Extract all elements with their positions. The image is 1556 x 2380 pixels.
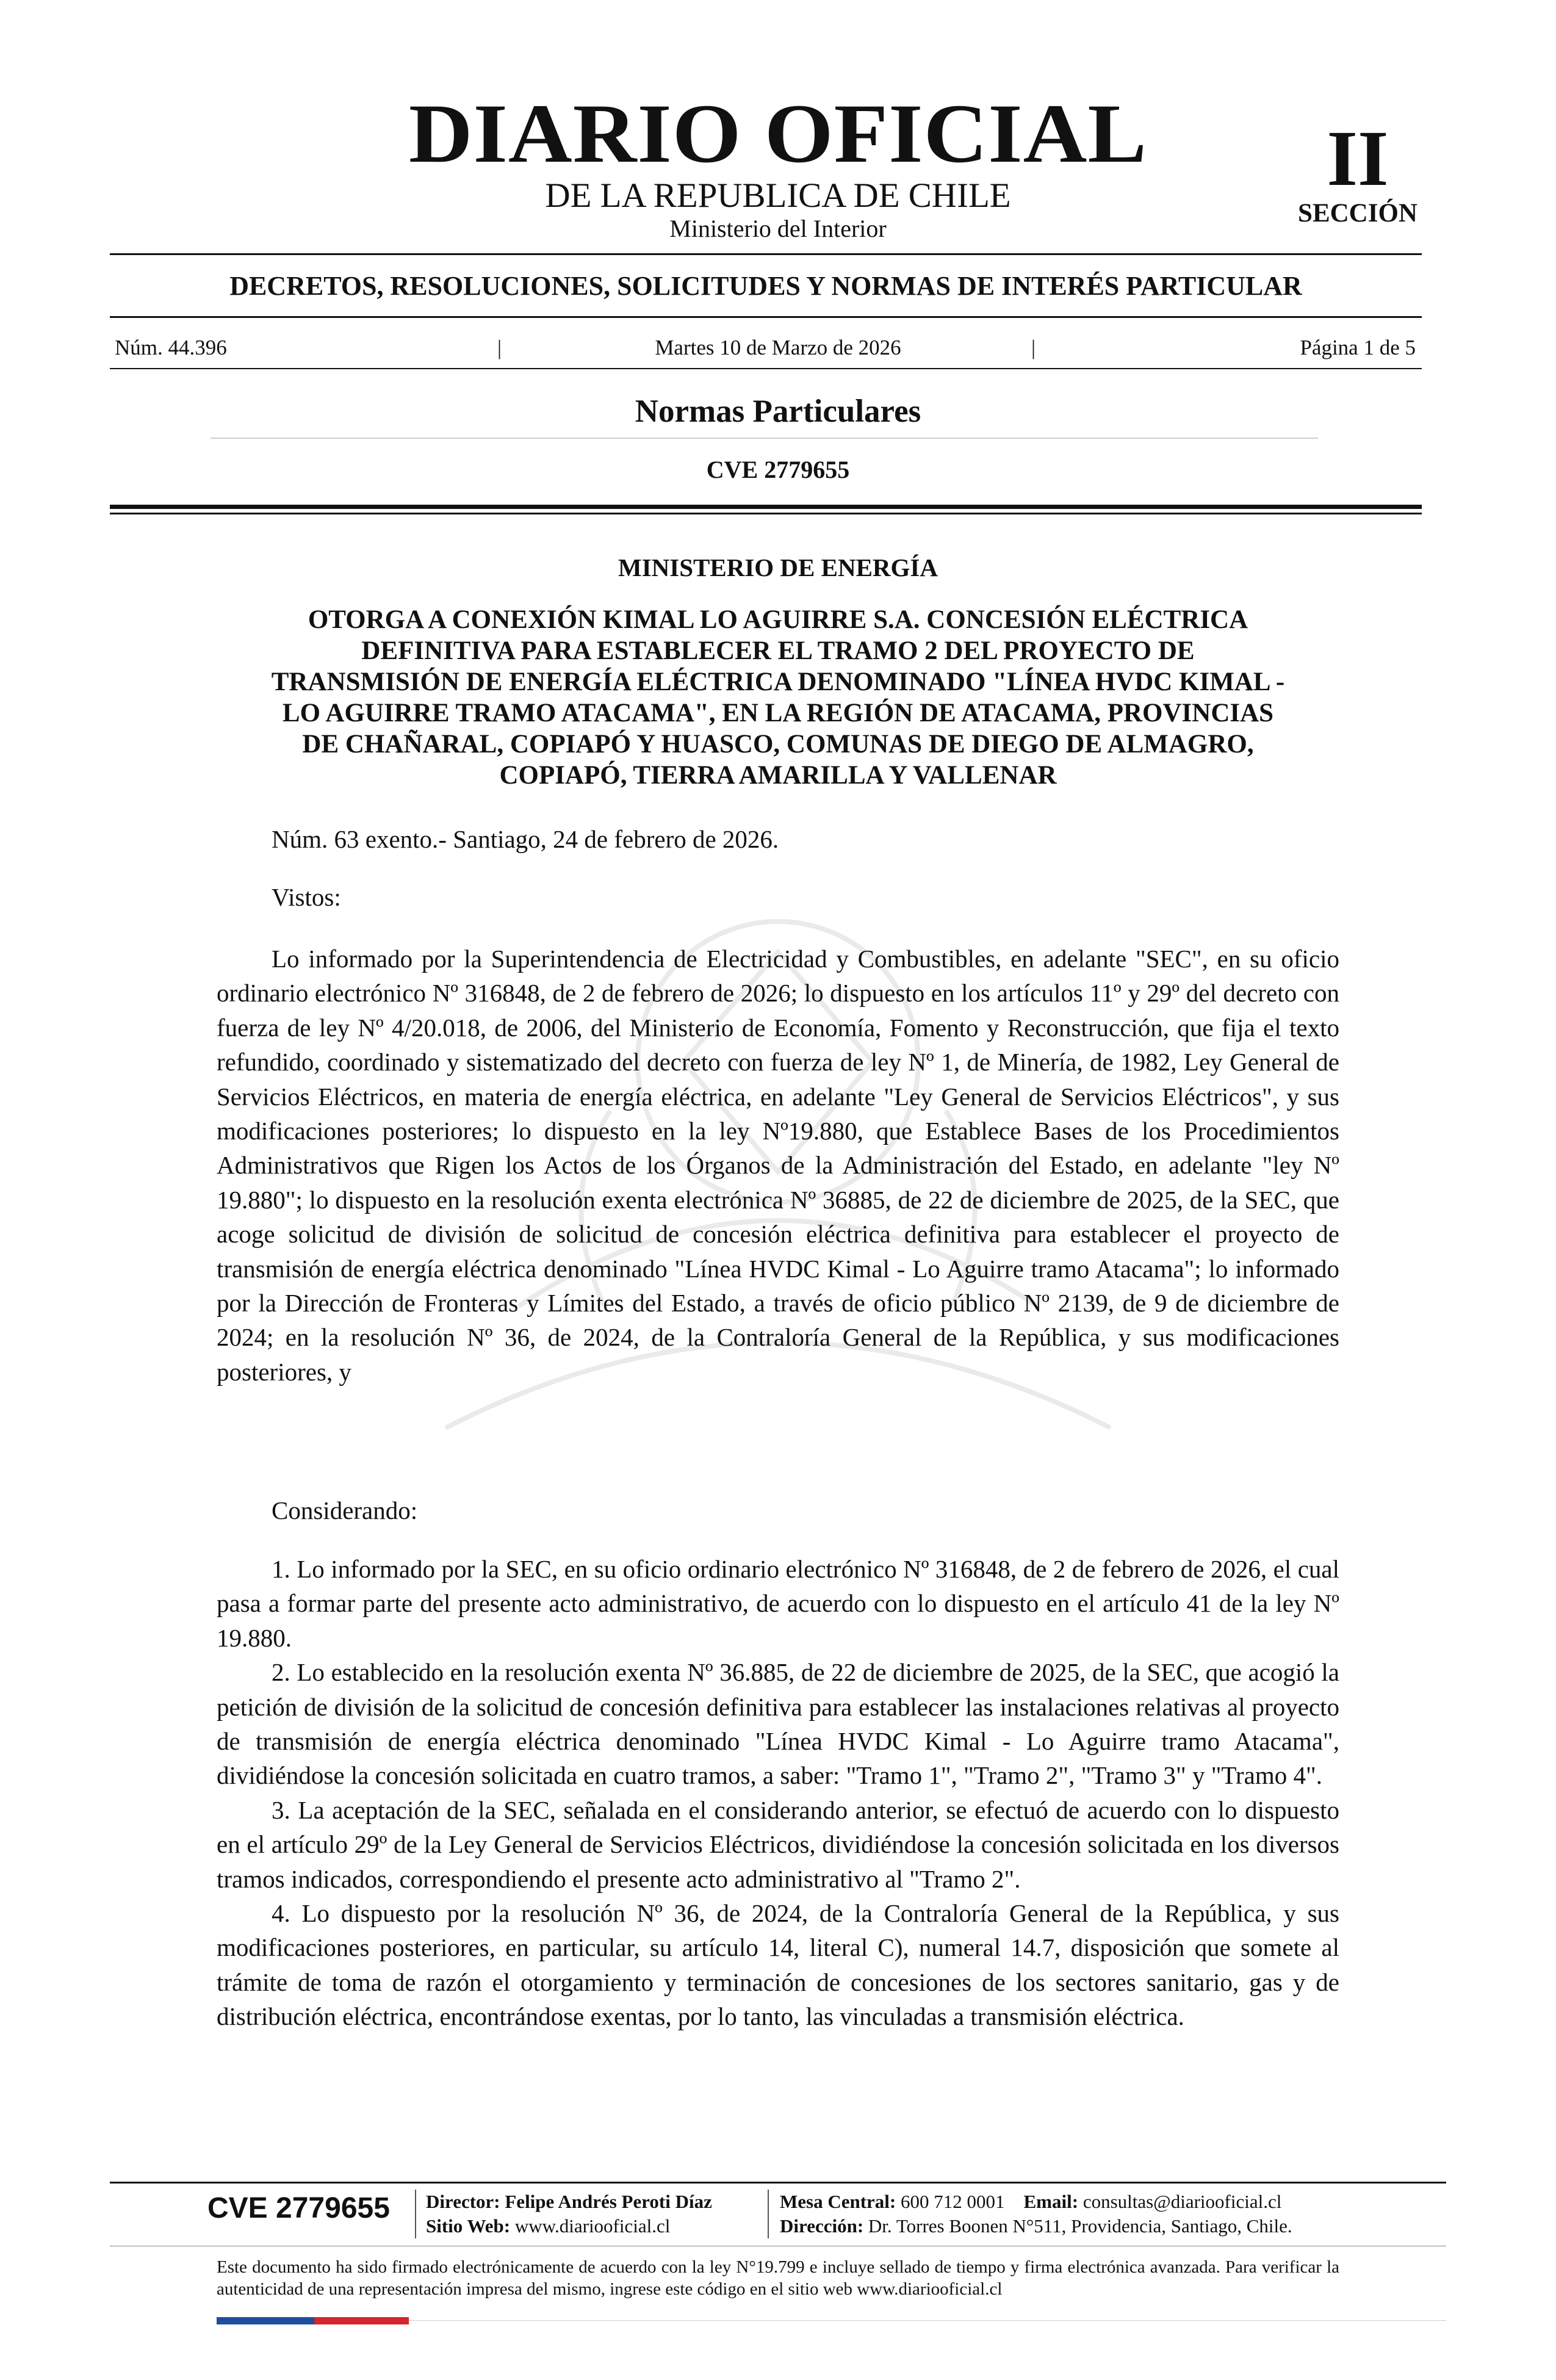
issue-separator-right: | bbox=[1031, 336, 1036, 359]
section-band-title: DECRETOS, RESOLUCIONES, SOLICITUDES Y NORMAS DE INTERÉS PARTICULAR bbox=[229, 271, 1302, 301]
decree-title-line: DEFINITIVA PARA ESTABLECER EL TRAMO 2 DEL PROYECTO DE bbox=[361, 636, 1195, 665]
flag-stripe-line bbox=[409, 2320, 1446, 2321]
site-label: Sitio Web: bbox=[426, 2215, 511, 2237]
vistos-text: Lo informado por la Superintendencia de Electricidad y Combustibles, en adelante "SEC", en su oficio ordinario electrónico Nº 316848, de 2 de febrero de 2026; lo dispuesto en los artículos 11º y 29º del decreto con fuerza de ley Nº 4/20.018, de 2006, del Ministerio de Economía, Fomento y Reconstrucción, que fija el texto refundido, coordinado y sistematizado del decreto con fuerza de ley Nº 1, de Minería, de 1982, Ley General de Servicios Eléctricos, en materia de energía eléctrica, en adelante "Ley General de Servicios Eléctricos", y sus modificaciones posteriores; lo dispuesto en la ley Nº19.880, que Establece Bases de los Procedimientos Administrativos que Rigen los Actos de los Órganos de la Administración del Estado, en adelante "ley Nº 19.880"; lo dispuesto en la resolución exenta electrónica Nº 36885, de 22 de diciembre de 2025, de la SEC, que acoge solicitud de división de solicitud de concesión eléctrica definitiva para establecer el proyecto de transmisión de energía eléctrica denominado "Línea HVDC Kimal - Lo Aguirre tramo Atacama"; lo informado por la Dirección de Fronteras y Límites del Estado, a través de oficio público Nº 2139, de 9 de diciembre de 2024; en la resolución Nº 36, de 2024, de la Contraloría General de la República, y sus modificaciones posteriores, y bbox=[217, 945, 1339, 1386]
cve-code: CVE 2779655 bbox=[706, 456, 850, 483]
decree-title-line: DE CHAÑARAL, COPIAPÓ Y HUASCO, COMUNAS DE DIEGO DE ALMAGRO, bbox=[302, 730, 1254, 759]
flag-stripe-blue bbox=[217, 2317, 314, 2324]
considerando-item: 2. Lo establecido en la resolución exenta Nº 36.885, de 22 de diciembre de 2025, de la SEC, que acogió la petición de división de la solicitud de concesión definitiva para establecer las instalaciones relativas al proyecto de transmisión de energía eléctrica denominado "Línea HVDC Kimal - Lo Aguirre tramo Atacama", dividiéndose la concesión solicitada en cuatro tramos, a saber: "Tramo 1", "Tramo 2", "Tramo 3" y "Tramo 4". bbox=[217, 1658, 1339, 1790]
decree-title-line: COPIAPÓ, TIERRA AMARILLA Y VALLENAR bbox=[499, 761, 1057, 790]
flag-stripe-red bbox=[314, 2317, 409, 2324]
issue-number: Núm. 44.396 bbox=[115, 336, 227, 359]
footer-signature-note: Este documento ha sido firmado electrónicamente de acuerdo con la ley N°19.799 e incluye sellado de tiempo y firma electrónica avanzada. Para verificar la autenticidad de una representación impresa del mismo, ingrese este código en el sitio web www.diariooficial.cl bbox=[217, 2257, 1339, 2299]
considerandos-list bbox=[217, 1552, 1339, 2034]
footer-cve: CVE 2779655 bbox=[207, 2192, 390, 2224]
address-label: Dirección: bbox=[780, 2215, 864, 2237]
section-label: SECCIÓN bbox=[1298, 199, 1417, 228]
issue-page: Página 1 de 5 bbox=[1300, 336, 1416, 359]
email-link[interactable]: consultas@diariooficial.cl bbox=[1082, 2191, 1282, 2212]
email-label: Email: bbox=[1023, 2191, 1079, 2212]
issue-separator-left: | bbox=[497, 336, 502, 359]
considerando-heading: Considerando: bbox=[272, 1496, 418, 1524]
decree-title-line: OTORGA A CONEXIÓN KIMAL LO AGUIRRE S.A. CONCESIÓN ELÉCTRICA bbox=[308, 605, 1248, 634]
address-value: Dr. Torres Boonen N°511, Providencia, Santiago, Chile. bbox=[868, 2215, 1292, 2237]
issue-date: Martes 10 de Marzo de 2026 bbox=[655, 336, 901, 359]
band-divider bbox=[110, 316, 1422, 318]
masthead-title: DIARIO OFICIAL bbox=[408, 87, 1148, 180]
category-heading: Normas Particulares bbox=[635, 394, 921, 429]
category-divider bbox=[211, 438, 1318, 439]
mesa-value: 600 712 0001 bbox=[901, 2191, 1005, 2212]
issue-divider bbox=[110, 368, 1422, 369]
masthead-subtitle: DE LA REPUBLICA DE CHILE bbox=[545, 176, 1011, 215]
director-label: Director: bbox=[426, 2191, 500, 2212]
decree-title bbox=[207, 604, 1349, 791]
section-number: II bbox=[1327, 115, 1389, 203]
decree-number: Núm. 63 exento.- Santiago, 24 de febrero de 2026. bbox=[272, 825, 779, 853]
cve-divider-2 bbox=[110, 513, 1422, 514]
cve-divider-1 bbox=[110, 505, 1422, 509]
considerando-item: 3. La aceptación de la SEC, señalada en el considerando anterior, se efectuó de acuerdo con lo dispuesto en el artículo 29º de la Ley General de Servicios Eléctricos, dividiéndose la concesión solicitada en los diversos tramos indicados, correspondiendo el presente acto administrativo al "Tramo 2". bbox=[217, 1795, 1339, 1893]
footer-separator-1 bbox=[415, 2190, 416, 2238]
decree-title-line: LO AGUIRRE TRAMO ATACAMA", EN LA REGIÓN DE ATACAMA, PROVINCIAS bbox=[282, 699, 1274, 727]
masthead-divider bbox=[110, 253, 1422, 255]
footer-contact-block bbox=[780, 2190, 1292, 2238]
vistos-heading: Vistos: bbox=[272, 883, 341, 911]
considerando-item: 1. Lo informado por la SEC, en su oficio ordinario electrónico Nº 316848, de 2 de febrero de 2026, el cual pasa a formar parte del presente acto administrativo, de acuerdo con lo dispuesto en el artículo 41 de la ley Nº 19.880. bbox=[217, 1555, 1339, 1652]
mesa-label: Mesa Central: bbox=[780, 2191, 896, 2212]
decree-title-line: TRANSMISIÓN DE ENERGÍA ELÉCTRICA DENOMINADO "LÍNEA HVDC KIMAL - bbox=[271, 668, 1285, 696]
vistos-paragraph bbox=[217, 942, 1339, 1389]
ministry-heading: MINISTERIO DE ENERGÍA bbox=[618, 554, 938, 582]
footer-separator-2 bbox=[768, 2190, 769, 2238]
masthead-ministry: Ministerio del Interior bbox=[669, 215, 887, 242]
footer-divider bbox=[110, 2182, 1446, 2183]
director-name: Felipe Andrés Peroti Díaz bbox=[505, 2191, 712, 2212]
considerando-item: 4. Lo dispuesto por la resolución Nº 36, de 2024, de la Contraloría General de la República, y sus modificaciones posteriores, en particular, su artículo 14, literal C), numeral 14.7, disposición que somete al trámite de toma de razón el otorgamiento y terminación de concesiones de los sectores sanitario, gas y de distribución eléctrica, encontrándose exentas, por lo tanto, las vinculadas a transmisión eléctrica. bbox=[217, 1899, 1339, 2031]
site-link[interactable]: www.diariooficial.cl bbox=[514, 2215, 671, 2237]
footer-director-block bbox=[426, 2190, 712, 2238]
